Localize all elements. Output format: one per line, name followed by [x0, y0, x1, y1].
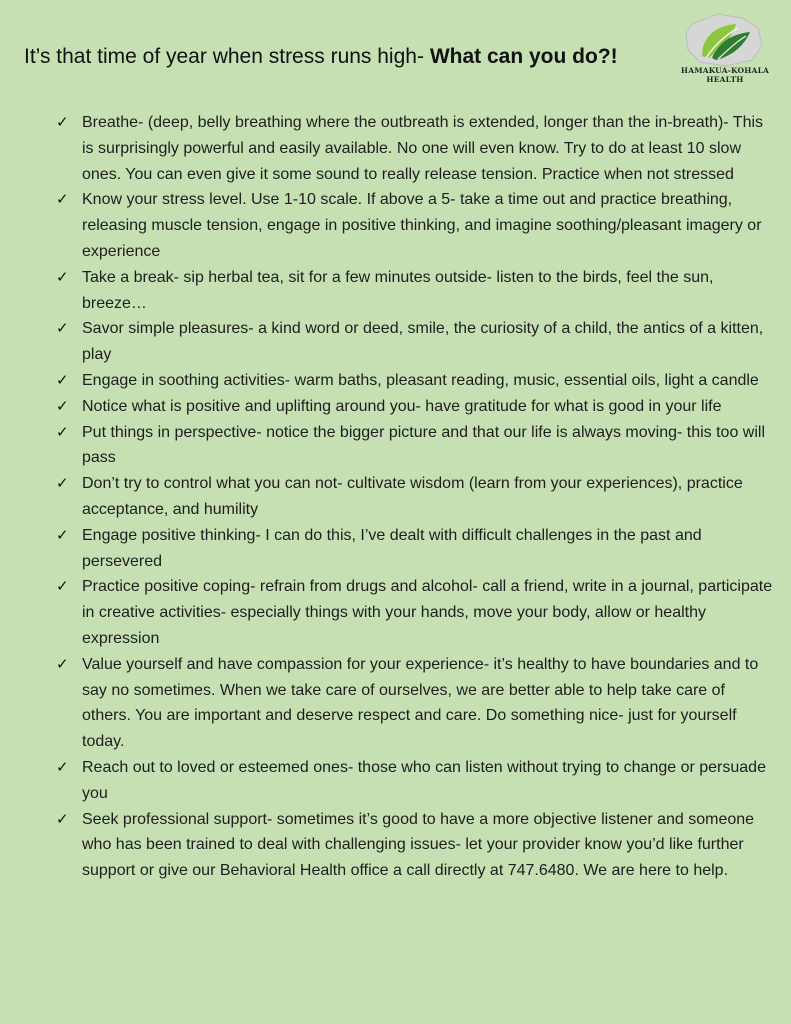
list-item — [56, 574, 776, 651]
tip-text: Seek professional support- sometimes it’s good to have a more objective listener and someone who has been trained to deal with challenging issues- let your provider know you’d like further support or give our Behavioral Health office a call directly at 747.6480. We are here to help. — [82, 810, 755, 880]
checkmark-icon: ✓ — [56, 525, 69, 544]
stress-tips-list — [56, 110, 776, 884]
checkmark-icon: ✓ — [56, 190, 69, 209]
checkmark-icon: ✓ — [56, 757, 69, 776]
tip-text: Engage positive thinking- I can do this, I’ve dealt with difficult challenges in the past and persevered — [82, 526, 702, 570]
checkmark-icon: ✓ — [56, 396, 69, 415]
tip-text: Don’t try to control what you can not- cultivate wisdom (learn from your experiences), practice acceptance, and humility — [82, 475, 743, 518]
checkmark-icon: ✓ — [56, 474, 69, 493]
list-item — [56, 652, 776, 755]
list-item — [56, 187, 776, 264]
page-title — [24, 44, 618, 70]
tip-text: Notice what is positive and uplifting around you- have gratitude for what is good in your life — [82, 397, 722, 415]
checkmark-icon: ✓ — [56, 370, 69, 389]
list-item — [56, 807, 776, 884]
logo-name-line1: HAMAKUA-KOHALA — [680, 66, 770, 75]
list-item — [56, 368, 776, 394]
list-item — [56, 471, 776, 523]
tip-text: Know your stress level. Use 1-10 scale. If above a 5- take a time out and practice breathing, releasing muscle tension, engage in positive thinking, and imagine soothing/pleasant imagery or experience — [82, 191, 762, 260]
tip-text: Value yourself and have compassion for your experience- it’s healthy to have boundaries and to say no sometimes. When we take care of ourselves, we are better able to help take care of others. You are important and deserve respect and care. Do something nice- just for yourself today. — [82, 655, 759, 751]
list-item — [56, 110, 776, 187]
island-leaf-logo-icon — [678, 12, 772, 68]
list-item — [56, 755, 776, 807]
title-emphasis: What can you do?! — [429, 45, 618, 68]
tip-text: Put things in perspective- notice the bigger picture and that our life is always moving- this too will pass — [82, 423, 766, 467]
title-lead: It’s that time of year when stress runs high- — [24, 45, 424, 68]
tip-text: Engage in soothing activities- warm baths, pleasant reading, music, essential oils, light a candle — [82, 371, 759, 389]
tip-text: Take a break- sip herbal tea, sit for a few minutes outside- listen to the birds, feel the sun, breeze… — [82, 268, 714, 312]
list-item — [56, 265, 776, 317]
tip-text: Practice positive coping- refrain from drugs and alcohol- call a friend, write in a journal, participate in creative activities- especially things with your hands, move your body, allow or healthy expression — [82, 578, 773, 647]
organization-logo — [678, 12, 772, 88]
list-item — [56, 316, 776, 368]
list-item — [56, 420, 776, 472]
list-item — [56, 394, 776, 420]
checkmark-icon: ✓ — [56, 654, 69, 673]
logo-name-line2: HEALTH — [706, 75, 744, 84]
checkmark-icon: ✓ — [56, 422, 69, 441]
checkmark-icon: ✓ — [56, 267, 69, 286]
checkmark-icon: ✓ — [56, 809, 69, 828]
checkmark-icon: ✓ — [56, 113, 69, 131]
list-item — [56, 523, 776, 575]
tip-text: Savor simple pleasures- a kind word or deed, smile, the curiosity of a child, the antics of a kitten, play — [82, 320, 764, 364]
checkmark-icon: ✓ — [56, 319, 69, 338]
tip-text: Reach out to loved or esteemed ones- those who can listen without trying to change or persuade you — [82, 758, 766, 802]
checkmark-icon: ✓ — [56, 577, 69, 596]
tip-text: Breathe- (deep, belly breathing where the outbreath is extended, longer than the in-breath)- This is surprisingly powerful and easily available. No one will even know. Try to do at least 10 slow ones. You can even give it some sound to really release tension. Practice when not stressed — [82, 114, 764, 183]
